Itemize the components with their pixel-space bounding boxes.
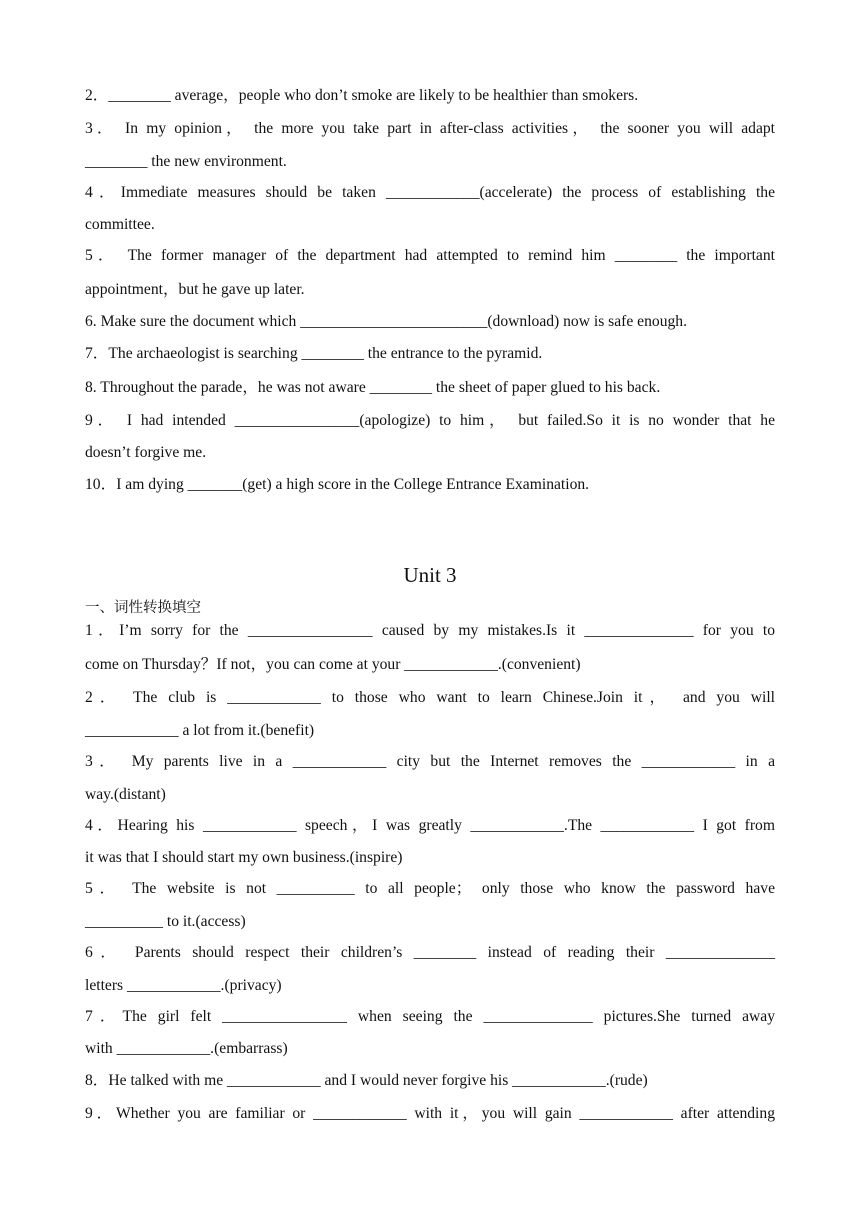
unit3-exercise-7-line: 7．The girl felt ________________ when seeing the ______________ pictures.She turned away	[85, 1008, 775, 1025]
unit3-exercise-5-continued: __________ to it.(access)	[85, 913, 246, 930]
exercise-6-line: 6. Make sure the document which ________________________(download) now is safe enough.	[85, 313, 687, 330]
unit3-exercise-2-line: 2． The club is ____________ to those who want to learn Chinese.Join it， and you will	[85, 689, 775, 706]
exercise-5-line: 5． The former manager of the department had attempted to remind him ________ the important	[85, 247, 775, 264]
unit3-exercise-4-line: 4．Hearing his ____________ speech，I was greatly ____________.The ____________ I got from	[85, 817, 775, 834]
unit3-exercise-1-continued: come on Thursday？If not，you can come at your ____________.(convenient)	[85, 656, 581, 673]
unit3-exercise-6-continued: letters ____________.(privacy)	[85, 977, 282, 994]
exercise-5-continued: appointment，but he gave up later.	[85, 281, 305, 298]
section-title-unit3: Unit 3	[403, 563, 457, 587]
unit3-exercise-5-line: 5． The website is not __________ to all people； only those who know the password have	[85, 880, 775, 897]
unit3-exercise-9-line: 9．Whether you are familiar or ____________ with it，you will gain ____________ after attending	[85, 1105, 775, 1122]
exercise-8-line: 8. Throughout the parade，he was not aware ________ the sheet of paper glued to his back.	[85, 379, 661, 396]
exercise-4-line: 4．Immediate measures should be taken ____________(accelerate) the process of establishing the	[85, 184, 775, 201]
unit3-exercise-3-line: 3． My parents live in a ____________ city but the Internet removes the ____________ in a	[85, 753, 775, 770]
unit3-exercise-3-continued: way.(distant)	[85, 786, 166, 803]
unit3-exercise-2-continued: ____________ a lot from it.(benefit)	[85, 722, 315, 739]
subsection-heading: 一、词性转换填空	[85, 600, 201, 616]
exercise-10-line: 10．I am dying _______(get) a high score in the College Entrance Examination.	[85, 476, 590, 493]
exercise-9-line: 9． I had intended ________________(apologize) to him， but failed.So it is no wonder that he	[85, 412, 775, 429]
unit3-exercise-7-continued: with ____________.(embarrass)	[85, 1040, 288, 1057]
exercise-7-line: 7．The archaeologist is searching ________ the entrance to the pyramid.	[85, 345, 543, 362]
exercise-3-line: 3． In my opinion， the more you take part in after-class activities， the sooner you will adapt	[85, 120, 775, 137]
unit3-exercise-6-line: 6． Parents should respect their children’s ________ instead of reading their ______________	[85, 944, 775, 961]
exercise-4-continued: committee.	[85, 216, 155, 233]
unit3-exercise-1-line: 1．I’m sorry for the ________________ caused by my mistakes.Is it ______________ for you to	[85, 622, 775, 639]
unit3-exercise-4-continued: it was that I should start my own business.(inspire)	[85, 849, 403, 866]
exercise-2-line: 2．________ average，people who don’t smoke are likely to be healthier than smokers.	[85, 87, 639, 104]
unit3-exercise-8-line: 8．He talked with me ____________ and I would never forgive his ____________.(rude)	[85, 1072, 648, 1089]
exercise-9-continued: doesn’t forgive me.	[85, 444, 207, 461]
exercise-3-continued: ________ the new environment.	[85, 153, 287, 170]
